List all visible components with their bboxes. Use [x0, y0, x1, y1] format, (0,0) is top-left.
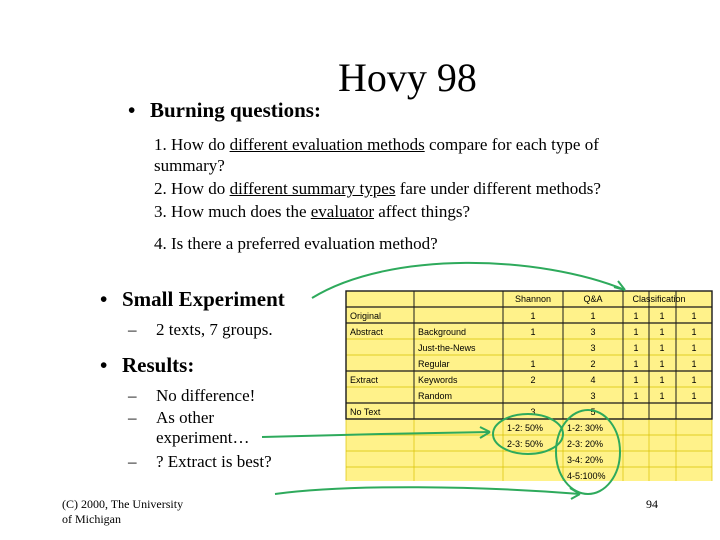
header-qa: Q&A — [583, 294, 603, 304]
qa-agreement-note: 4-5:100% — [567, 471, 606, 481]
result-item-2-cont: experiment… — [156, 428, 250, 447]
question-1-end: compare for each type of — [424, 135, 599, 154]
burning-questions-label: Burning questions: — [150, 98, 321, 122]
question-1-underlined: different evaluation methods — [229, 135, 425, 154]
row-subtype-label: Random — [418, 391, 453, 401]
cell-shannon: 1 — [530, 359, 536, 369]
footer-line-1: (C) 2000, The University — [62, 497, 184, 511]
small-experiment-label: Small Experiment — [122, 287, 285, 311]
table-background — [346, 291, 712, 481]
row-type-label: Extract — [350, 375, 379, 385]
cell-qa: 3 — [590, 327, 596, 337]
cell-classification-3: 1 — [691, 343, 697, 353]
result-item-1-text: No difference! — [156, 386, 256, 405]
cell-classification-1: 1 — [633, 311, 639, 321]
row-type-label: Abstract — [350, 327, 384, 337]
row-subtype-label: Regular — [418, 359, 450, 369]
row-subtype-label: Just-the-News — [418, 343, 476, 353]
bullet: • — [100, 353, 108, 377]
cell-classification-1: 1 — [633, 327, 639, 337]
cell-classification-3: 1 — [691, 359, 697, 369]
cell-qa: 5 — [590, 407, 596, 417]
footer-copyright — [62, 497, 183, 527]
cell-classification-2: 1 — [659, 343, 665, 353]
results-label: Results: — [122, 353, 195, 377]
row-type-label: Original — [350, 311, 382, 321]
cell-classification-1: 1 — [633, 391, 639, 401]
question-4: 4. Is there a preferred evaluation method? — [154, 234, 438, 253]
cell-classification-2: 1 — [659, 311, 665, 321]
cell-shannon: 3 — [530, 407, 536, 417]
row-subtype-label: Keywords — [418, 375, 458, 385]
qa-agreement-note: 3-4: 20% — [567, 455, 604, 465]
cell-classification-2: 1 — [659, 375, 665, 385]
cell-shannon: 2 — [530, 375, 536, 385]
cell-classification-2: 1 — [659, 391, 665, 401]
cell-classification-1: 1 — [633, 375, 639, 385]
shannon-agreement-note: 1-2: 50% — [507, 423, 544, 433]
question-1-start: 1. How do — [154, 135, 230, 154]
cell-classification-1: 1 — [633, 343, 639, 353]
row-type-label: No Text — [350, 407, 381, 417]
dash: – — [128, 452, 137, 471]
shannon-agreement-note: 2-3: 50% — [507, 439, 544, 449]
dash: – — [128, 320, 137, 339]
cell-qa: 3 — [590, 343, 596, 353]
cell-qa: 4 — [590, 375, 596, 385]
cell-classification-3: 1 — [691, 327, 697, 337]
dash: – — [128, 386, 137, 405]
result-item-2-text: As other — [156, 408, 215, 427]
row-subtype-label: Background — [418, 327, 467, 337]
slide-title: Hovy 98 — [338, 55, 477, 100]
cell-classification-2: 1 — [659, 327, 665, 337]
cell-qa: 1 — [590, 311, 596, 321]
question-1-line2: summary? — [154, 156, 225, 175]
question-2-underlined: different summary types — [229, 179, 396, 198]
bullet: • — [128, 98, 136, 122]
cell-qa: 2 — [590, 359, 596, 369]
cell-shannon: 1 — [530, 327, 536, 337]
header-classification: Classification — [632, 294, 686, 304]
question-2-start: 2. How do — [154, 179, 230, 198]
result-item-3-text: ? Extract is best? — [156, 452, 272, 471]
arrow-to-qa-note — [275, 487, 580, 494]
cell-classification-3: 1 — [691, 375, 697, 385]
cell-shannon: 1 — [530, 311, 536, 321]
question-3-underlined: evaluator — [310, 202, 375, 221]
dash: – — [128, 408, 137, 427]
cell-classification-3: 1 — [691, 311, 697, 321]
qa-agreement-note: 1-2: 30% — [567, 423, 604, 433]
footer-line-2: of Michigan — [62, 512, 121, 526]
bullet: • — [100, 287, 108, 311]
question-3-start: 3. How much does the — [154, 202, 311, 221]
cell-qa: 3 — [590, 391, 596, 401]
cell-classification-1: 1 — [633, 359, 639, 369]
cell-classification-3: 1 — [691, 391, 697, 401]
cell-classification-2: 1 — [659, 359, 665, 369]
page-number: 94 — [646, 497, 658, 511]
question-2-end: fare under different methods? — [395, 179, 601, 198]
question-3-end: affect things? — [374, 202, 470, 221]
experiment-item-text: 2 texts, 7 groups. — [156, 320, 273, 339]
header-shannon: Shannon — [514, 294, 552, 304]
qa-agreement-note: 2-3: 20% — [567, 439, 604, 449]
